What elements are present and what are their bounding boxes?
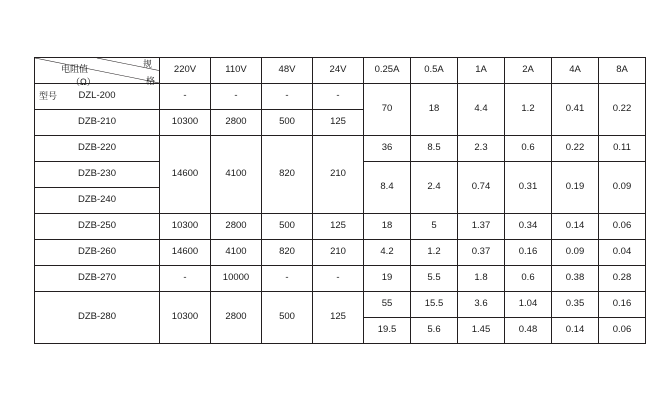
cell-voltage: 10300 [160,214,211,240]
row-model: DZB-220 [35,136,160,162]
cell-voltage: - [313,266,364,292]
table-row [35,240,646,266]
row-model: DZB-270 [35,266,160,292]
cell-current: 1.37 [458,214,505,240]
header-voltage-24v: 24V [313,58,364,84]
corner-ohm-label: （Ω） [71,77,96,87]
corner-resistance-label: 电阻值 [61,64,89,74]
cell-current: 8.4 [364,162,411,214]
cell-current: 5 [411,214,458,240]
cell-current: 0.74 [458,162,505,214]
cell-voltage: 125 [313,292,364,344]
row-model: DZB-260 [35,240,160,266]
cell-current: 0.6 [505,136,552,162]
cell-current: 18 [364,214,411,240]
cell-current: 0.16 [599,292,646,318]
cell-current: 4.4 [458,84,505,136]
row-model: DZB-250 [35,214,160,240]
cell-current: 0.04 [599,240,646,266]
corner-spec-label: 规 [142,59,152,69]
table-row [35,136,646,162]
cell-voltage: 210 [313,136,364,214]
cell-voltage: 820 [262,136,313,214]
cell-current: 0.14 [552,318,599,344]
cell-voltage: 2800 [211,110,262,136]
cell-current: 5.5 [411,266,458,292]
cell-current: 0.28 [599,266,646,292]
cell-voltage: 4100 [211,136,262,214]
table-row [35,292,646,318]
cell-current: 0.37 [458,240,505,266]
header-current-025a: 0.25A [364,58,411,84]
cell-current: 0.09 [599,162,646,214]
cell-voltage: - [160,84,211,110]
row-model: DZB-240 [35,188,160,214]
cell-current: 0.35 [552,292,599,318]
cell-current: 5.6 [411,318,458,344]
cell-voltage: 4100 [211,240,262,266]
corner-model-label: 型号 [39,91,58,101]
table-row [35,266,646,292]
header-current-2a: 2A [505,58,552,84]
cell-current: 0.06 [599,318,646,344]
cell-voltage: 820 [262,240,313,266]
cell-current: 0.16 [505,240,552,266]
cell-current: 2.3 [458,136,505,162]
cell-voltage: - [313,84,364,110]
cell-voltage: 125 [313,214,364,240]
cell-current: 0.06 [599,214,646,240]
cell-current: 18 [411,84,458,136]
corner-ge-label: 格 [145,76,155,86]
cell-current: 1.8 [458,266,505,292]
cell-current: 3.6 [458,292,505,318]
cell-current: 15.5 [411,292,458,318]
cell-voltage: - [160,266,211,292]
cell-voltage: 2800 [211,292,262,344]
row-model: DZB-230 [35,162,160,188]
cell-current: 0.38 [552,266,599,292]
row-model: DZL-200 [35,84,160,110]
cell-current: 0.48 [505,318,552,344]
cell-voltage: - [262,84,313,110]
cell-voltage: 500 [262,110,313,136]
row-model: DZB-280 [35,292,160,344]
cell-current: 36 [364,136,411,162]
cell-current: 1.45 [458,318,505,344]
cell-voltage: 210 [313,240,364,266]
cell-voltage: 10300 [160,292,211,344]
cell-voltage: 2800 [211,214,262,240]
cell-voltage: 500 [262,292,313,344]
cell-current: 2.4 [411,162,458,214]
header-voltage-220v: 220V [160,58,211,84]
cell-voltage: 10000 [211,266,262,292]
specification-table [34,57,646,344]
cell-current: 0.41 [552,84,599,136]
cell-current: 1.2 [411,240,458,266]
table-row [35,84,646,110]
cell-current: 70 [364,84,411,136]
cell-current: 1.2 [505,84,552,136]
cell-current: 0.09 [552,240,599,266]
corner-diagonal-lines [35,58,159,83]
cell-current: 55 [364,292,411,318]
cell-voltage: - [211,84,262,110]
cell-voltage: 500 [262,214,313,240]
row-model: DZB-210 [35,110,160,136]
cell-voltage: - [262,266,313,292]
cell-current: 0.34 [505,214,552,240]
cell-voltage: 10300 [160,110,211,136]
table-row [35,214,646,240]
cell-current: 1.04 [505,292,552,318]
cell-voltage: 14600 [160,136,211,214]
header-current-1a: 1A [458,58,505,84]
cell-current: 0.19 [552,162,599,214]
cell-current: 4.2 [364,240,411,266]
cell-current: 19 [364,266,411,292]
cell-current: 0.22 [552,136,599,162]
cell-voltage: 125 [313,110,364,136]
cell-current: 0.14 [552,214,599,240]
header-current-05a: 0.5A [411,58,458,84]
cell-voltage: 14600 [160,240,211,266]
header-current-4a: 4A [552,58,599,84]
cell-current: 8.5 [411,136,458,162]
header-current-8a: 8A [599,58,646,84]
header-voltage-48v: 48V [262,58,313,84]
cell-current: 0.22 [599,84,646,136]
cell-current: 19.5 [364,318,411,344]
cell-current: 0.31 [505,162,552,214]
cell-current: 0.6 [505,266,552,292]
cell-current: 0.11 [599,136,646,162]
header-voltage-110v: 110V [211,58,262,84]
